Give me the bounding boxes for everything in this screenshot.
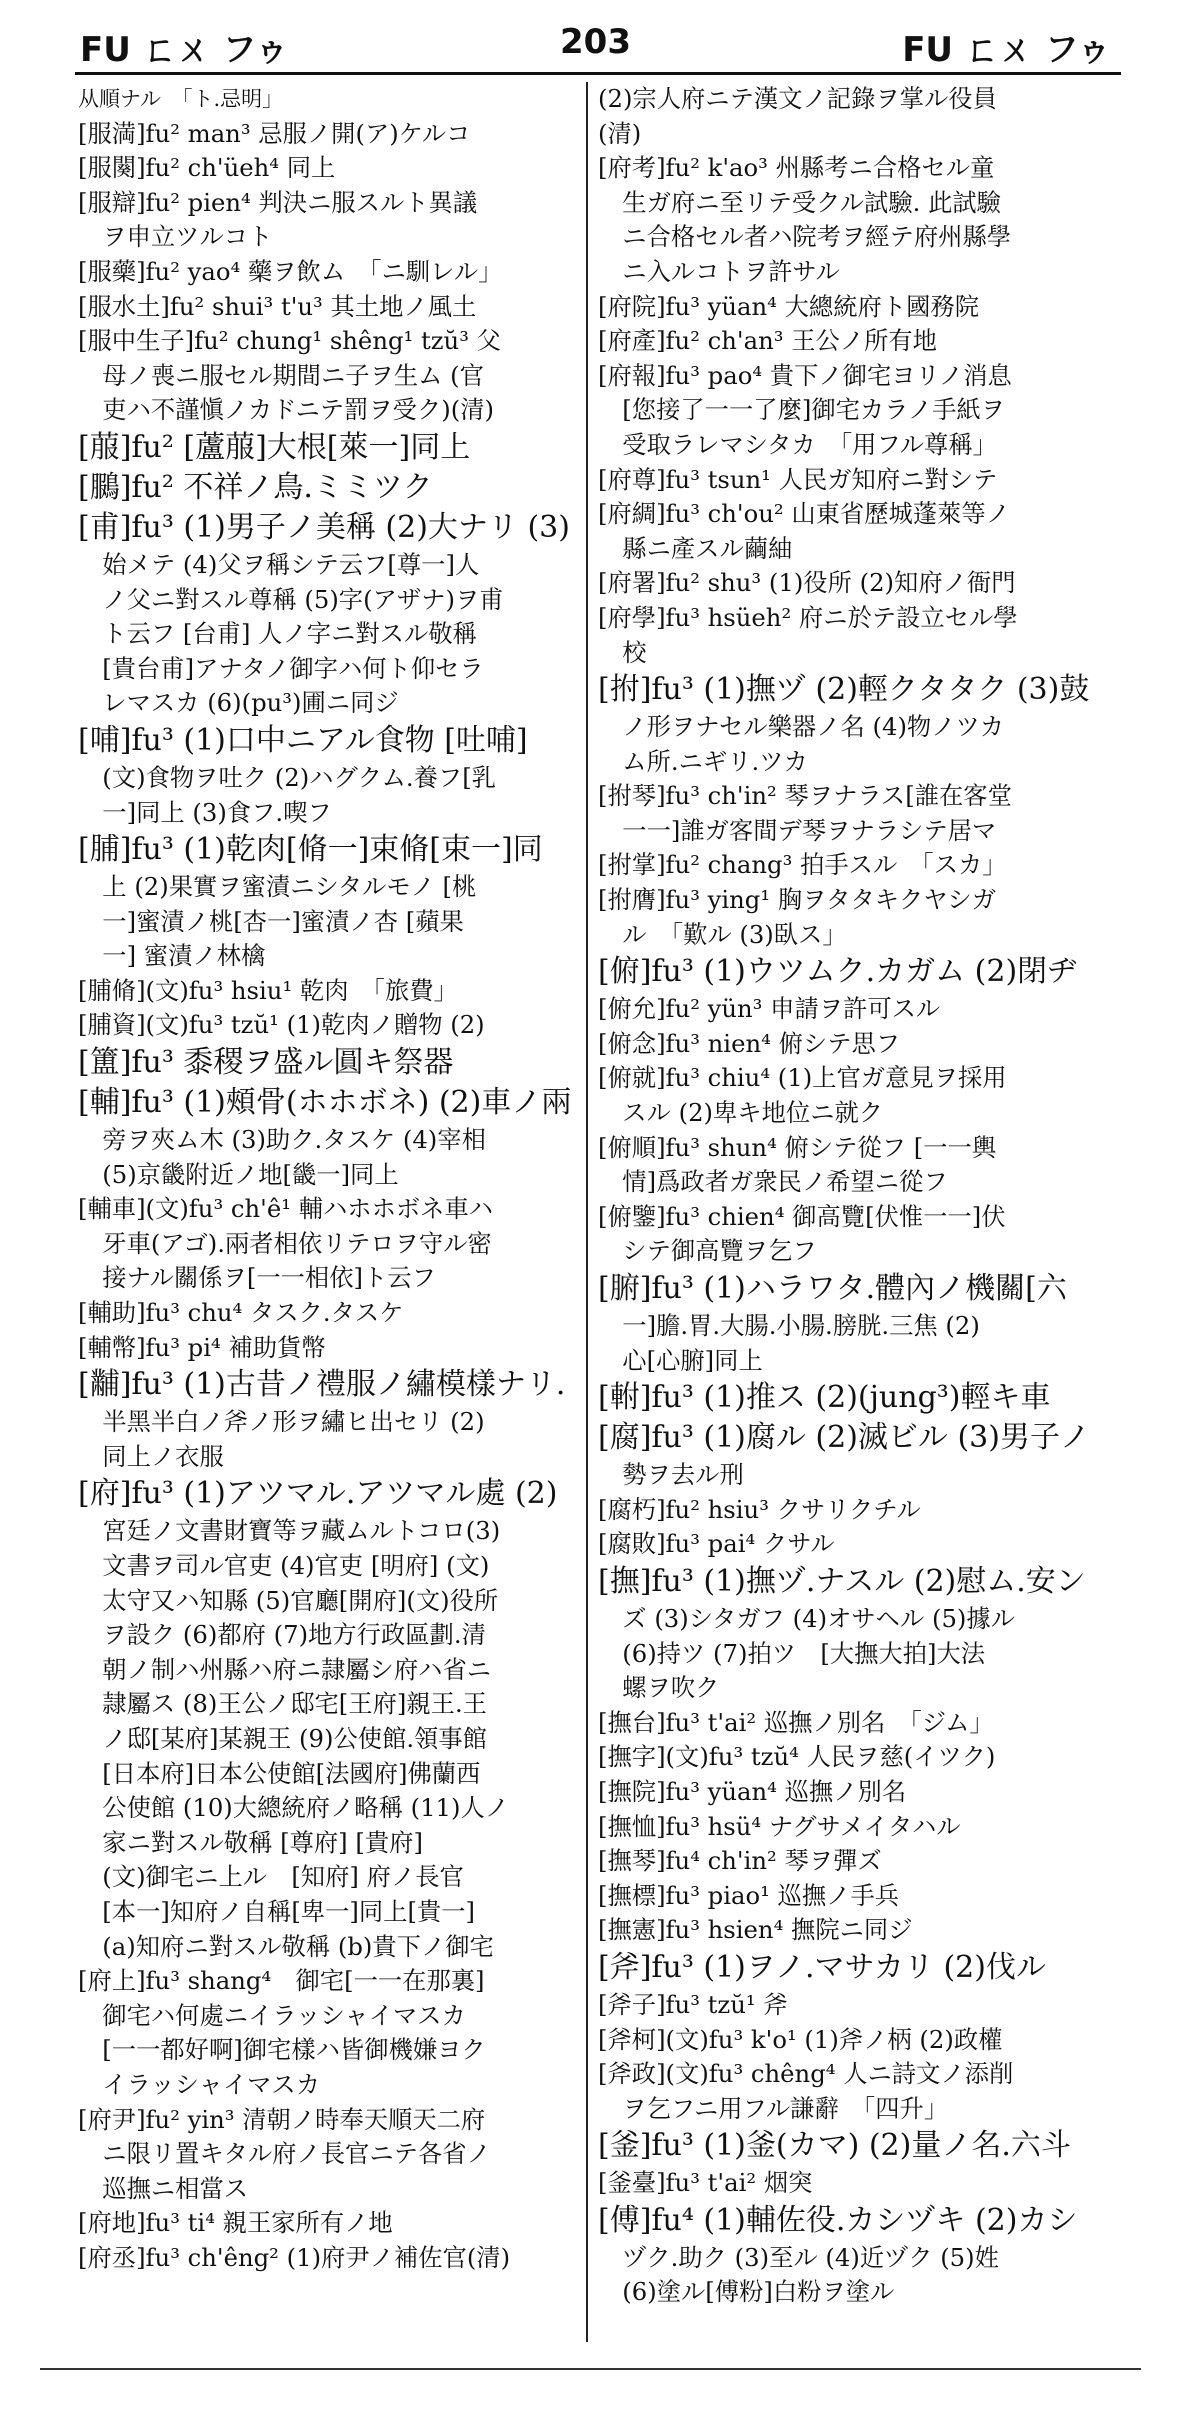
- entry-line: シテ御高覽ヲ乞フ: [598, 1236, 817, 1266]
- entry-line: 巡撫ニ相當ス: [78, 2173, 249, 2203]
- entry-line: [撫院]fu³ yüan⁴ 巡撫ノ別名: [598, 1776, 907, 1806]
- entry-line: [府尹]fu² yin³ 清朝ノ時奉天順天二府: [78, 2104, 486, 2134]
- entry-line: 縣ニ產スル繭紬: [598, 533, 793, 563]
- entry-line: [斧政](文)fu³ chêng⁴ 人ニ詩文ノ添削: [598, 2059, 1014, 2089]
- entry-line: [府產]fu² ch'an³ 王公ノ所有地: [598, 326, 937, 356]
- entry-line: 生ガ府ニ至リテ受クル試驗. 此試驗: [598, 187, 1001, 217]
- entry-line: [您接了一一了麼]御宅カラノ手紙ヲ: [598, 395, 1005, 425]
- entry-line: ノ父ニ對スル尊稱 (5)字(アザナ)ヲ甫: [78, 584, 504, 614]
- entry-line: [服中生子]fu² chung¹ shêng¹ tzŭ³ 父: [78, 326, 501, 356]
- entry-line: [釜臺]fu³ t'ai² 烟突: [598, 2168, 813, 2198]
- footer-rule: [40, 2368, 1141, 2370]
- entry-line: ノ邸[某府]某親王 (9)公使館.領事館: [78, 1723, 487, 1753]
- entry-line: [脯脩](文)fu³ hsiu¹ 乾肉 「旅費」: [78, 975, 458, 1005]
- entry-line: ズ (3)シタガフ (4)オサヘル (5)據ル: [598, 1603, 1016, 1633]
- entry-line: [俯念]fu³ nien⁴ 俯シテ思フ: [598, 1028, 901, 1058]
- entry-line: 螺ヲ吹ク: [598, 1673, 720, 1703]
- entry-line: [服闋]fu² ch'üeh⁴ 同上: [78, 153, 336, 183]
- entry-line: ム所.ニギリ.ツカ: [598, 746, 808, 776]
- entry-line: ル 「歎ル (3)臥ス」: [598, 919, 847, 949]
- entry-line: 始メテ (4)父ヲ稱シテ云フ[尊一]人: [78, 549, 480, 579]
- entry-line: [哺]fu³ (1)口中ニアル食物 [吐哺]: [78, 722, 528, 758]
- entry-line: 一]膽.胃.大腸.小腸.膀胱.三焦 (2): [598, 1311, 980, 1340]
- entry-line: [輔幣]fu³ pi⁴ 補助貨幣: [78, 1332, 326, 1362]
- entry-line: [傅]fu⁴ (1)輔佐役.カシヅキ (2)カシ: [598, 2202, 1078, 2238]
- entry-line: [俯鑒]fu³ chien⁴ 御高覽[伏惟一一]伏: [598, 1201, 1006, 1231]
- entry-line: [撫憲]fu³ hsien⁴ 撫院ニ同ジ: [598, 1915, 913, 1945]
- entry-line: [腐朽]fu² hsiu³ クサリクチル: [598, 1494, 921, 1524]
- entry-line: (5)京畿附近ノ地[畿一]同上: [78, 1159, 399, 1189]
- entry-line: 牙車(アゴ).兩者相依リテロヲ守ル密: [78, 1228, 492, 1258]
- entry-line: [簠]fu³ 黍稷ヲ盛ル圓キ祭器: [78, 1045, 454, 1081]
- entry-line: [服水土]fu² shui³ t'u³ 其土地ノ風土: [78, 291, 477, 321]
- entry-line: [輔車](文)fu³ ch'ê¹ 輔ハホホボネ車ハ: [78, 1194, 494, 1224]
- entry-line: [日本府]日本公使館[法國府]佛蘭西: [78, 1758, 481, 1788]
- entry-line: 一]蜜漬ノ桃[杏一]蜜漬ノ杏 [蘋果: [78, 906, 464, 936]
- header-rule: [75, 72, 1121, 75]
- entry-line: 文書ヲ司ル官吏 (4)官吏 [明府] (文): [78, 1551, 490, 1580]
- running-header-left: FU ㄈㄨ フゥ: [80, 30, 289, 70]
- entry-line: (6)塗ル[傅粉]白粉ヲ塗ル: [598, 2277, 895, 2307]
- entry-line: 母ノ喪ニ服セル期間ニ子ヲ生ム (官: [78, 360, 484, 390]
- entry-line: [服満]fu² man³ 忌服ノ開(ア)ケルコ: [78, 118, 471, 148]
- entry-line: [府考]fu² k'ao³ 州縣考ニ合格セル童: [598, 153, 995, 183]
- entry-line: [府上]fu³ shang⁴ 御宅[一一在那裏]: [78, 1966, 485, 1996]
- entry-line: 半黑半白ノ斧ノ形ヲ繡ヒ出セリ (2): [78, 1407, 485, 1437]
- entry-line: 吏ハ不謹愼ノカドニテ罰ヲ受ク)(清): [78, 395, 494, 425]
- entry-line: [撫]fu³ (1)撫ヅ.ナスル (2)慰ム.安ン: [598, 1563, 1086, 1599]
- entry-line: [脯]fu³ (1)乾肉[脩一]束脩[束一]同: [78, 832, 543, 868]
- entry-line: [甫]fu³ (1)男子ノ美稱 (2)大ナリ (3): [78, 509, 570, 545]
- entry-line: 勢ヲ去ル刑: [598, 1460, 744, 1490]
- entry-line: 御宅ハ何處ニイラッシャイマスカ: [78, 2000, 466, 2030]
- entry-line: (文)食物ヲ吐ク (2)ハグクム.養フ[乳: [78, 762, 496, 792]
- entry-line: 接ナル關係ヲ[一一相依]ト云フ: [78, 1263, 436, 1293]
- entry-line: [軵]fu³ (1)推ス (2)(jung³)輕キ車: [598, 1380, 1051, 1416]
- entry-line: 一] 蜜漬ノ林檎: [78, 941, 266, 971]
- entry-line: (文)御宅ニ上ル [知府] 府ノ長官: [78, 1862, 464, 1892]
- entry-line: 同上ノ衣服: [78, 1441, 224, 1471]
- entry-line: ヲ設ク (6)都府 (7)地方行政區劃.清: [78, 1620, 486, 1650]
- entry-line: [府尊]fu³ tsun¹ 人民ガ知府ニ對シテ: [598, 464, 998, 494]
- entry-line: 心[心腑]同上: [598, 1345, 763, 1375]
- entry-line: ニ入ルコトヲ許サル: [598, 256, 840, 286]
- entry-line: [釜]fu³ (1)釜(カマ) (2)量ノ名.六斗: [598, 2128, 1071, 2164]
- entry-line: 上 (2)果實ヲ蜜漬ニシタルモノ [桃: [78, 872, 477, 902]
- entry-line: (2)宗人府ニテ漢文ノ記錄ヲ掌ル役員: [598, 84, 997, 113]
- entry-line: ノ形ヲナセル樂器ノ名 (4)物ノツカ: [598, 712, 1005, 742]
- entry-line: スル (2)卑キ地位ニ就ク: [598, 1098, 884, 1128]
- entry-line: [拊掌]fu² chang³ 拍手スル 「スカ」: [598, 850, 1007, 880]
- entry-line: 受取ラレマシタカ 「用フル尊稱」: [598, 429, 997, 459]
- entry-line: ヲ乞フニ用フル謙辭 「四升」: [598, 2093, 949, 2123]
- entry-line: 朝ノ制ハ州縣ハ府ニ隷屬シ府ハ省ニ: [78, 1654, 492, 1684]
- entry-line: (a)知府ニ對スル敬稱 (b)貴下ノ御宅: [78, 1931, 494, 1961]
- entry-line: [腐敗]fu³ pai⁴ クサル: [598, 1529, 835, 1559]
- entry-line: 旁ヲ夾ム木 (3)助ク.タスケ (4)宰相: [78, 1125, 486, 1155]
- entry-line: [斧]fu³ (1)ヲノ.マサカリ (2)伐ル: [598, 1949, 1046, 1985]
- entry-line: [一一都好啊]御宅樣ハ皆御機嫌ヨク: [78, 2035, 486, 2065]
- entry-line: [輔助]fu³ chu⁴ タスク.タスケ: [78, 1298, 404, 1328]
- entry-line: [拊琴]fu³ ch'in² 琴ヲナラス[誰在客堂: [598, 781, 1012, 811]
- entry-line: ト云フ [台甫] 人ノ字ニ對スル敬稱: [78, 619, 477, 649]
- entry-line: [菔]fu² [蘆菔]大根[萊一]同上: [78, 429, 471, 465]
- entry-line: [本一]知府ノ自稱[卑一]同上[貴一]: [78, 1896, 476, 1926]
- entry-line: 隷屬ス (8)王公ノ邸宅[王府]親王.王: [78, 1689, 487, 1719]
- entry-line: [府署]fu² shu³ (1)役所 (2)知府ノ衙門: [598, 568, 1016, 598]
- entry-line: [俯順]fu³ shun⁴ 俯シテ從フ [一一輿: [598, 1132, 997, 1162]
- entry-line: [斧柯](文)fu³ k'o¹ (1)斧ノ柄 (2)政權: [598, 2024, 1003, 2054]
- entry-line: [拊膺]fu³ ying¹ 胸ヲタタキクヤシガ: [598, 885, 997, 915]
- entry-line: [撫琴]fu⁴ ch'in² 琴ヲ彈ズ: [598, 1846, 882, 1876]
- entry-line: [貴台甫]アナタノ御字ハ何ト仰セラ: [78, 653, 484, 683]
- entry-line: [輔]fu³ (1)頰骨(ホホボネ) (2)車ノ兩: [78, 1085, 572, 1121]
- entry-line: ニ合格セル者ハ院考ヲ經テ府州縣學: [598, 222, 1012, 252]
- entry-line: [府]fu³ (1)アツマル.アツマル處 (2): [78, 1476, 558, 1512]
- entry-line: ヲ申立ツルコト: [78, 222, 273, 252]
- entry-line: 宮廷ノ文書財寶等ヲ藏ムルトコロ(3): [78, 1516, 501, 1546]
- entry-line: [俯]fu³ (1)ウツムク.カガム (2)閉ヂ: [598, 954, 1078, 990]
- entry-line: [府綢]fu³ ch'ou² 山東省歷城蓬萊等ノ: [598, 499, 1011, 529]
- left-column: [78, 82, 603, 2342]
- entry-line: 校: [598, 637, 647, 667]
- entry-line: 一一]誰ガ客間デ琴ヲナラシテ居マ: [598, 815, 997, 845]
- entry-line: [府地]fu³ ti⁴ 親王家所有ノ地: [78, 2208, 393, 2238]
- entry-line: ヅク.助ク (3)至ル (4)近ヅク (5)姓: [598, 2242, 999, 2272]
- entry-line: 情]爲政者ガ衆民ノ希望ニ從フ: [598, 1167, 948, 1197]
- entry-line: [脯資](文)fu³ tzŭ¹ (1)乾肉ノ贈物 (2): [78, 1010, 485, 1040]
- entry-line: [府學]fu³ hsüeh² 府ニ於テ設立セル學: [598, 602, 1018, 632]
- entry-line: [俯允]fu² yün³ 申請ヲ許可スル: [598, 994, 941, 1024]
- entry-line: [撫字](文)fu³ tzŭ⁴ 人民ヲ慈(イツク): [598, 1742, 996, 1772]
- entry-line: (6)持ツ (7)拍ツ [大撫大拍]大法: [598, 1638, 986, 1668]
- entry-line: 家ニ對スル敬稱 [尊府] [貴府]: [78, 1827, 423, 1857]
- entry-line: ニ限リ置キタル府ノ長官ニテ各省ノ: [78, 2139, 491, 2169]
- entry-line: [撫恤]fu³ hsü⁴ ナグサメイタハル: [598, 1811, 961, 1841]
- entry-line: [俯就]fu³ chiu⁴ (1)上官ガ意見ヲ採用: [598, 1063, 1007, 1093]
- entry-line: [拊]fu³ (1)撫ヅ (2)輕クタタク (3)鼓: [598, 672, 1090, 708]
- entry-line: [撫台]fu³ t'ai² 巡撫ノ別名 「ジム」: [598, 1707, 994, 1737]
- entry-line: [斧子]fu³ tzŭ¹ 斧: [598, 1989, 788, 2019]
- entry-line: レマスカ (6)(pu³)圃ニ同ジ: [78, 688, 399, 718]
- entry-line: 太守又ハ知縣 (5)官廳[開府](文)役所: [78, 1585, 499, 1615]
- entry-line: イラッシャイマスカ: [78, 2069, 320, 2099]
- entry-line: [腑]fu³ (1)ハラワタ.體內ノ機關[六: [598, 1271, 1067, 1306]
- entry-line: 一]同上 (3)食フ.喫フ: [78, 797, 332, 827]
- entry-line: 从順ナル 「ト.忌明」: [78, 87, 284, 111]
- entry-line: [鵩]fu² 不祥ノ鳥.ミミツク: [78, 469, 433, 505]
- column-divider: [586, 82, 588, 2342]
- entry-line: (清): [598, 118, 642, 148]
- entry-line: [府丞]fu³ ch'êng² (1)府尹ノ補佐官(清): [78, 2242, 511, 2272]
- entry-line: [服藥]fu² yao⁴ 藥ヲ飲ム 「ニ馴レル」: [78, 256, 503, 286]
- entry-line: [府報]fu³ pao⁴ 貴下ノ御宅ヨリノ消息: [598, 360, 1012, 390]
- page-number: 203: [560, 22, 631, 62]
- entry-line: [黼]fu³ (1)古昔ノ禮服ノ繡模樣ナリ.: [78, 1367, 566, 1403]
- right-column: [598, 82, 1123, 2342]
- entry-line: 公使館 (10)大總統府ノ略稱 (11)人ノ: [78, 1793, 510, 1823]
- entry-line: [腐]fu³ (1)腐ル (2)滅ビル (3)男子ノ: [598, 1420, 1090, 1456]
- running-header-right: FU ㄈㄨ フゥ: [902, 30, 1111, 70]
- entry-line: [撫標]fu³ piao¹ 巡撫ノ手兵: [598, 1880, 900, 1910]
- entry-line: [服辯]fu² pien⁴ 判決ニ服スルト異議: [78, 187, 478, 217]
- entry-line: [府院]fu³ yüan⁴ 大總統府ト國務院: [598, 291, 980, 321]
